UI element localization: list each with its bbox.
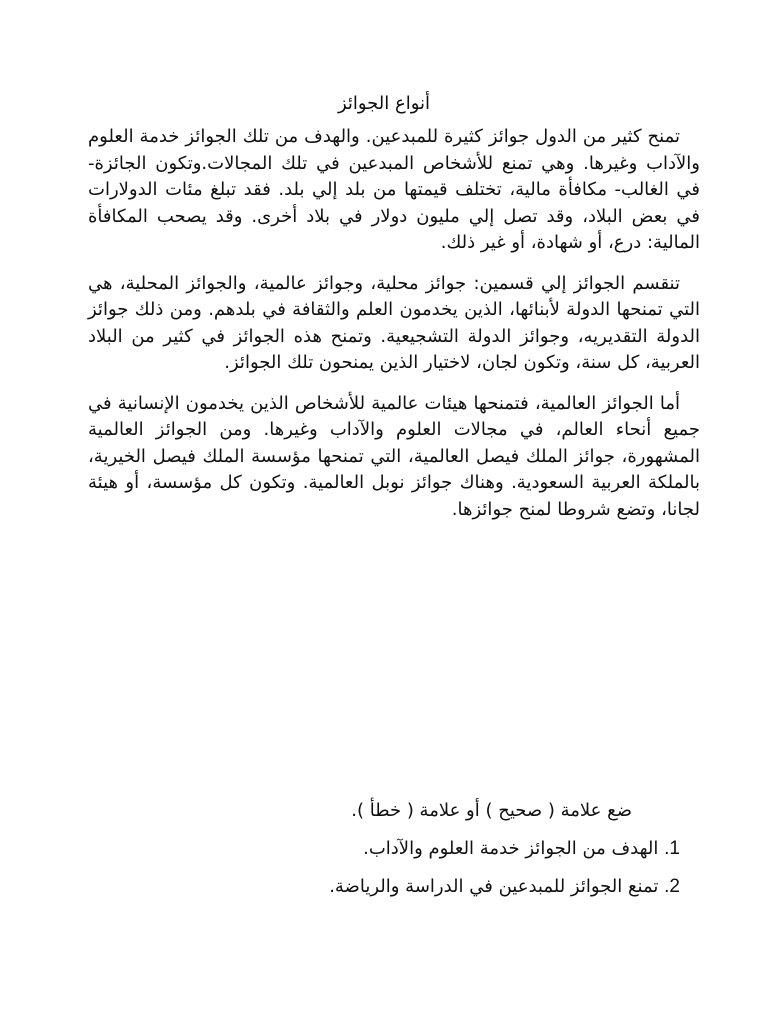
exercise-item-1 [280,836,680,862]
exercise-item-number: 2. [664,876,680,897]
exercise-item-2 [280,874,680,900]
exercise-item-text: تمنع الجوائز للمبدعين في الدراسة والرياضة. [329,876,659,897]
paragraph-3: أما الجوائز العالمية، فتمنحها هيئات عالمية للأشخاص الذين يخدمون الإنسانية في جميع أنحاء العالم، في مجالات العلوم والآداب وغيرها. ومن الجوائز العالمية المشهورة، جوائز الملك فيصل العالمية، التي تمنحها مؤسسة الملك فيصل الخيرية، بالملكة العربية السعودية. وهناك جوائز نوبل العالمية. وتكون كل مؤسسة، أو هيئة لجانا، وتضع شروطا لمنح جوائزها. [88,392,700,520]
paragraph-1: تمنح كثير من الدول جوائز كثيرة للمبدعين. والهدف من تلك الجوائز خدمة العلوم والآداب وغيرها. وهي تمنع للأشخاص المبدعين في تلك المجالات.وتكون الجائزة- في الغالب- مكافأة مالية، تختلف قيمتها من بلد إلي بلد. فقد تبلغ مئات الدولارات في بعض البلاد، وقد تصل إلي مليون دولار في بلاد أخرى. وقد يصحب المكافأة المالية: درع، أو شهادة، أو غير ذلك. [88,126,700,253]
exercise-item-number: 1. [664,838,680,859]
document-title: أنواع الجوائز [337,93,431,114]
paragraph-2: تنقسم الجوائز إلي قسمين: جوائز محلية، وجوائز عالمية، والجوائز المحلية، هي التي تمنحها الدولة لأبنائها، الذين يخدمون العلم والثقافة في بلدهم. ومن ذلك جوائز الدولة التقديريه، وجوائز الدولة التشجيعية. وتمنح هذه الجوائز في كثير من البلاد العربية، كل سنة، وتكون لجان، لاختيار الذين يمنحون تلك الجوائز. [88,272,700,373]
document-body [88,124,700,537]
exercise-section [280,798,680,912]
exercise-instruction: ضع علامة ( صحيح ) أو علامة ( خطأ ). [351,800,632,821]
exercise-item-text: الهدف من الجوائز خدمة العلوم والآداب. [363,838,659,859]
